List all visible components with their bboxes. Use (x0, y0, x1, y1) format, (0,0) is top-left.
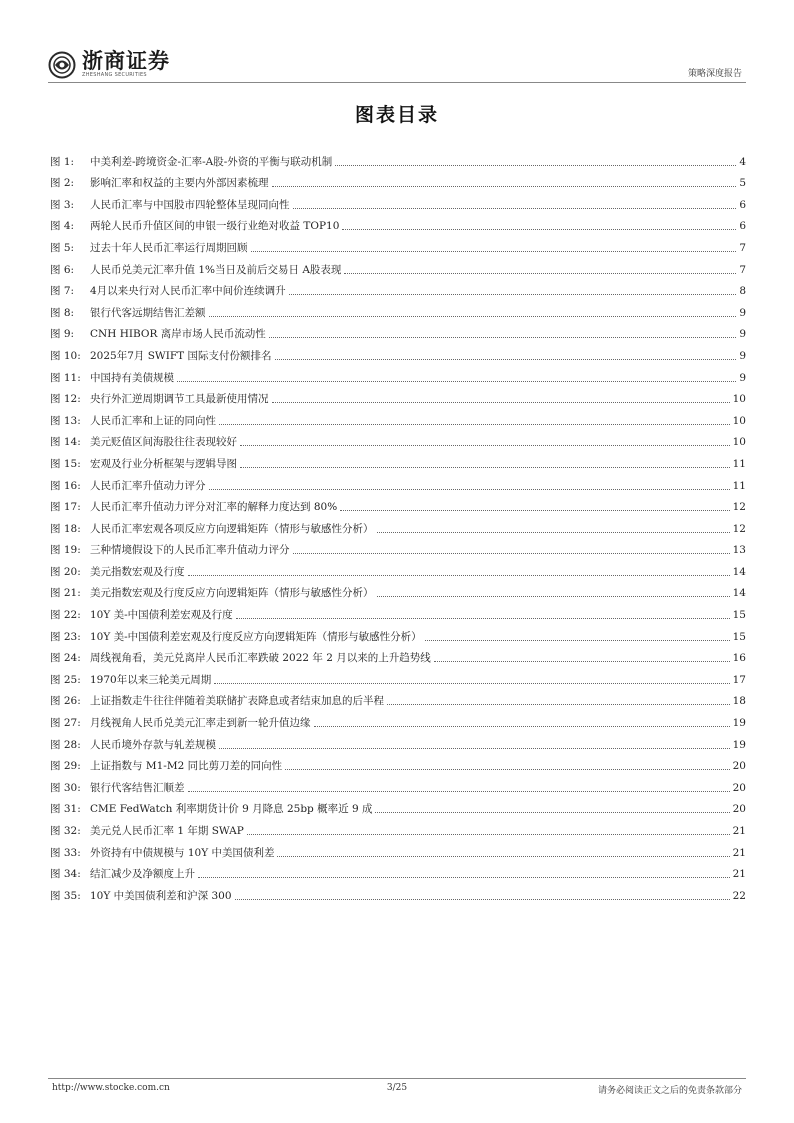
toc-entry-page: 20 (732, 760, 746, 773)
toc-dot-leader (240, 445, 730, 446)
toc-entry-page: 21 (732, 825, 746, 837)
toc-entry-title: 银行代客结售汇顺差 (90, 781, 185, 794)
toc-entry[interactable] (50, 600, 746, 622)
toc-dot-leader (235, 899, 730, 900)
toc-entry-page: 10 (732, 393, 746, 406)
footer-page-number: 3/25 (386, 1083, 408, 1093)
toc-entry-page: 14 (732, 565, 746, 578)
toc-entry-title: 结汇减少及净额度上升 (90, 868, 195, 881)
toc-entry-label: 图 1: (50, 155, 75, 168)
toc-entry-title: 人民币汇率升值动力评分 (90, 479, 206, 492)
toc-entry-label: 图 11: (50, 371, 81, 384)
toc-entry-title: 周线视角看，美元兑离岸人民币汇率跌破 2022 年 2 月以来的上升趋势线 (90, 652, 431, 665)
toc-dot-leader (342, 229, 736, 230)
toc-dot-leader (251, 251, 737, 252)
toc-entry-label: 图 10: (50, 349, 81, 362)
toc-entry[interactable] (50, 579, 746, 601)
footer-website-link[interactable]: http://www.stocke.com.cn (52, 1083, 170, 1093)
toc-entry[interactable] (50, 816, 746, 838)
toc-entry-page: 12 (732, 522, 746, 535)
toc-dot-leader (240, 467, 730, 468)
toc-dot-leader (214, 683, 729, 684)
toc-entry-label: 图 5: (50, 241, 75, 254)
toc-entry-label: 图 9: (50, 328, 75, 341)
toc-entry[interactable] (50, 406, 746, 428)
toc-entry[interactable] (50, 320, 746, 342)
toc-entry-page: 10 (732, 436, 746, 449)
toc-entry-page: 15 (732, 630, 746, 643)
footer-disclaimer: 请务必阅读正文之后的免责条款部分 (597, 1086, 742, 1096)
toc-entry[interactable] (50, 428, 746, 450)
toc-entry-title: 美元指数宏观及行度反应方向逻辑矩阵（情形与敏感性分析） (90, 587, 374, 600)
toc-entry-label: 图 13: (50, 414, 81, 427)
toc-entry-title: 人民币汇率升值动力评分对汇率的解释力度达到 80% (90, 501, 338, 514)
toc-entry[interactable] (50, 341, 746, 363)
toc-entry-page: 11 (732, 479, 746, 492)
toc-entry-page: 6 (739, 198, 746, 211)
toc-entry-label: 图 25: (50, 673, 81, 686)
toc-entry-label: 图 27: (50, 717, 81, 730)
toc-entry-label: 图 3: (50, 198, 75, 211)
toc-entry[interactable] (50, 363, 746, 385)
toc-entry[interactable] (50, 795, 746, 817)
toc-entry-page: 4 (739, 155, 746, 168)
toc-entry[interactable] (50, 233, 746, 255)
toc-entry-page: 11 (732, 457, 746, 470)
toc-dot-leader (247, 834, 730, 835)
toc-dot-leader (377, 596, 730, 597)
toc-entry-label: 图 23: (50, 630, 81, 643)
toc-entry-title: 银行代客远期结售汇差额 (90, 306, 206, 319)
logo-name-en: ZHESHANG SECURITIES (82, 72, 147, 78)
toc-entry-title: CME FedWatch 利率期货计价 9 月降息 25bp 概率近 9 成 (90, 803, 373, 816)
toc-entry-label: 图 26: (50, 695, 81, 708)
toc-dot-leader (285, 769, 730, 770)
toc-entry-title: 1970年以来三轮美元周期 (90, 673, 212, 686)
toc-entry[interactable] (50, 212, 746, 234)
toc-entry[interactable] (50, 752, 746, 774)
toc-entry-label: 图 8: (50, 306, 75, 319)
toc-entry[interactable] (50, 557, 746, 579)
toc-entry-title: 两轮人民币升值区间的申银一级行业绝对收益 TOP10 (90, 220, 340, 233)
toc-entry-page: 21 (732, 868, 746, 881)
toc-entry-label: 图 29: (50, 760, 81, 773)
toc-entry[interactable] (50, 665, 746, 687)
toc-entry-page: 10 (732, 414, 746, 427)
toc-entry-page: 9 (739, 306, 746, 319)
toc-entry-title: 上证指数走牛往往伴随着美联储扩表降息或者结束加息的后半程 (90, 695, 384, 708)
toc-entry[interactable] (50, 449, 746, 471)
toc-entry-page: 20 (732, 781, 746, 794)
toc-entry[interactable] (50, 147, 746, 169)
toc-entry-title: 10Y 美-中国债利差宏观及行度 (90, 609, 233, 622)
toc-dot-leader (344, 273, 736, 274)
toc-entry-page: 5 (739, 177, 746, 190)
toc-entry[interactable] (50, 773, 746, 795)
toc-entry-page: 20 (732, 803, 746, 816)
toc-entry-page: 15 (732, 609, 746, 622)
toc-entry-page: 7 (739, 263, 746, 276)
toc-entry-page: 6 (739, 220, 746, 233)
toc-entry-page: 7 (739, 241, 746, 254)
toc-entry-label: 图 33: (50, 846, 81, 859)
toc-entry-label: 图 34: (50, 868, 81, 881)
toc-entry-title: 外资持有中债规模与 10Y 中美国债利差 (90, 846, 275, 859)
toc-dot-leader (314, 726, 730, 727)
toc-dot-leader (375, 812, 729, 813)
footer-divider (48, 1078, 746, 1079)
toc-dot-leader (219, 748, 730, 749)
toc-entry[interactable] (50, 385, 746, 407)
toc-entry-label: 图 15: (50, 457, 81, 470)
toc-dot-leader (219, 424, 730, 425)
toc-entry-page: 9 (739, 349, 746, 362)
toc-entry-page: 18 (732, 695, 746, 708)
toc-entry[interactable] (50, 298, 746, 320)
toc-entry-label: 图 18: (50, 522, 81, 535)
toc-entry-title: 4月以来央行对人民币汇率中间价连续调升 (90, 285, 286, 298)
toc-dot-leader (387, 704, 730, 705)
toc-entry-title: 10Y 中美国债利差和沪深 300 (90, 889, 232, 902)
toc-entry-page: 8 (739, 285, 746, 298)
toc-dot-leader (272, 402, 730, 403)
toc-entry-label: 图 31: (50, 803, 81, 816)
toc-entry[interactable] (50, 622, 746, 644)
toc-dot-leader (293, 553, 730, 554)
toc-entry-label: 图 14: (50, 436, 81, 449)
toc-entry-label: 图 17: (50, 501, 81, 514)
toc-entry-label: 图 32: (50, 825, 81, 837)
toc-entry-page: 16 (732, 652, 746, 665)
toc-entry-title: CNH HIBOR 离岸市场人民币流动性 (90, 328, 266, 341)
toc-entry-page: 22 (732, 889, 746, 902)
toc-entry-title: 人民币汇率和上证的同向性 (90, 414, 216, 427)
toc-dot-leader (188, 575, 730, 576)
toc-entry-label: 图 22: (50, 609, 81, 622)
toc-entry-title: 美元兑人民币汇率 1 年期 SWAP (90, 825, 244, 837)
toc-dot-leader (277, 856, 729, 857)
toc-entry-title: 人民币兑美元汇率升值 1%当日及前后交易日 A股表现 (90, 263, 342, 276)
toc-entry[interactable] (50, 860, 746, 882)
toc-dot-leader (209, 489, 730, 490)
toc-entry[interactable] (50, 881, 746, 903)
toc-dot-leader (272, 186, 737, 187)
toc-dot-leader (236, 618, 730, 619)
toc-entry-label: 图 16: (50, 479, 81, 492)
toc-dot-leader (275, 359, 737, 360)
toc-entry-title: 美元贬值区间海股往往表现较好 (90, 436, 237, 449)
toc-entry-title: 人民币汇率与中国股市四轮整体呈现同向性 (90, 198, 290, 211)
toc-entry-label: 图 28: (50, 738, 81, 751)
toc-entry-title: 月线视角人民币兑美元汇率走到新一轮升值边缘 (90, 717, 311, 730)
toc-entry-title: 过去十年人民币汇率运行周期回顾 (90, 241, 248, 254)
toc-entry-title: 2025年7月 SWIFT 国际支付份额排名 (90, 349, 272, 362)
toc-dot-leader (269, 337, 737, 338)
report-type-label: 策略深度报告 (687, 69, 742, 79)
toc-entry-page: 13 (732, 544, 746, 557)
toc-entry-title: 上证指数与 M1-M2 同比剪刀差的同向性 (90, 760, 283, 773)
toc-entry[interactable] (50, 169, 746, 191)
toc-dot-leader (434, 661, 730, 662)
toc-entry[interactable] (50, 255, 746, 277)
toc-entry-title: 中国持有美债规模 (90, 371, 174, 384)
toc-dot-leader (293, 208, 737, 209)
toc-entry-label: 图 6: (50, 263, 75, 276)
toc-entry[interactable] (50, 838, 746, 860)
toc-entry-label: 图 12: (50, 393, 81, 406)
toc-entry[interactable] (50, 708, 746, 730)
toc-dot-leader (335, 165, 736, 166)
toc-entry-title: 美元指数宏观及行度 (90, 565, 185, 578)
toc-entry[interactable] (50, 644, 746, 666)
toc-dot-leader (377, 532, 730, 533)
toc-dot-leader (289, 294, 737, 295)
toc-entry-label: 图 4: (50, 220, 75, 233)
toc-entry-page: 9 (739, 371, 746, 384)
toc-entry[interactable] (50, 493, 746, 515)
toc-entry-label: 图 2: (50, 177, 75, 190)
toc-entry-label: 图 20: (50, 565, 81, 578)
toc-entry-title: 央行外汇逆周期调节工具最新使用情况 (90, 393, 269, 406)
toc-entry-title: 10Y 美-中国债利差宏观及行度反应方向逻辑矩阵（情形与敏感性分析） (90, 630, 422, 643)
toc-entry-page: 14 (732, 587, 746, 600)
toc-entry-label: 图 24: (50, 652, 81, 665)
company-logo (48, 50, 170, 79)
toc-dot-leader (209, 316, 737, 317)
toc-entry-page: 19 (732, 717, 746, 730)
toc-entry-page: 17 (732, 673, 746, 686)
toc-entry-title: 人民币境外存款与轧差规模 (90, 738, 216, 751)
toc-entry[interactable] (50, 687, 746, 709)
toc-entry-page: 9 (739, 328, 746, 341)
logo-name-cn: 浙商证券 (82, 49, 170, 73)
toc-entry[interactable] (50, 190, 746, 212)
toc-entry-page: 19 (732, 738, 746, 751)
toc-entry-label: 图 35: (50, 889, 81, 902)
toc-entry-label: 图 30: (50, 781, 81, 794)
toc-entry-label: 图 21: (50, 587, 81, 600)
toc-list (50, 147, 746, 903)
toc-entry-title: 人民币汇率宏观各项反应方向逻辑矩阵（情形与敏感性分析） (90, 522, 374, 535)
toc-entry-title: 三种情境假设下的人民币汇率升值动力评分 (90, 544, 290, 557)
toc-entry[interactable] (50, 514, 746, 536)
toc-entry-title: 宏观及行业分析框架与逻辑导图 (90, 457, 237, 470)
toc-entry-page: 12 (732, 501, 746, 514)
header-divider (48, 82, 746, 83)
page-footer (48, 1083, 746, 1099)
toc-dot-leader (177, 381, 736, 382)
toc-entry[interactable] (50, 471, 746, 493)
toc-title: 图表目录 (354, 104, 439, 126)
toc-entry[interactable] (50, 536, 746, 558)
logo-emblem-icon (48, 51, 76, 79)
toc-entry-label: 图 19: (50, 544, 81, 557)
toc-entry[interactable] (50, 277, 746, 299)
toc-dot-leader (340, 510, 729, 511)
page-header (48, 44, 746, 84)
toc-dot-leader (198, 877, 730, 878)
toc-entry-title: 中美利差-跨境资金-汇率-A股-外资的平衡与联动机制 (90, 155, 333, 168)
toc-entry[interactable] (50, 730, 746, 752)
toc-entry-label: 图 7: (50, 285, 75, 298)
toc-dot-leader (425, 640, 730, 641)
toc-dot-leader (188, 791, 730, 792)
toc-entry-title: 影响汇率和权益的主要内外部因素梳理 (90, 177, 269, 190)
toc-entry-page: 21 (732, 846, 746, 859)
